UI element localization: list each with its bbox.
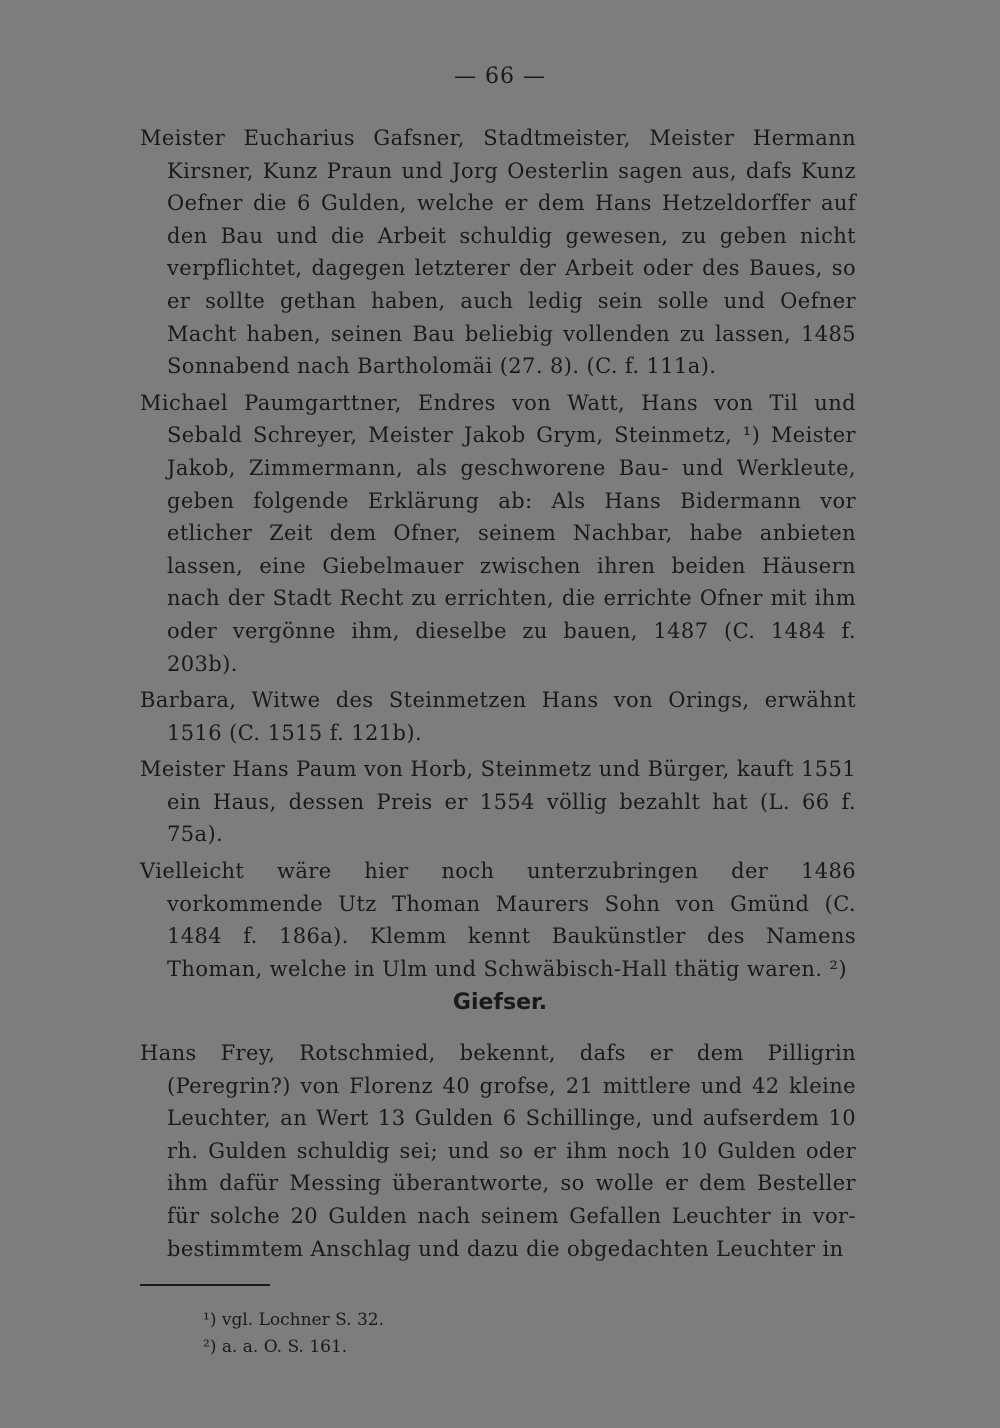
entry-line: Klemm kennt Baukünstler des Namens Thoman, welche in Ulm — [167, 924, 857, 981]
page-number: — 66 — — [454, 64, 546, 89]
entry-line: Sonnabend nach Bartholomäi (27. 8). (C. f. 111a). — [167, 354, 717, 379]
entries-block — [140, 122, 856, 989]
entry-line: für solche 20 Gulden nach seinem Gefallen Leuchter in vor- — [167, 1203, 856, 1228]
entry-paumgarttner — [140, 387, 856, 680]
footnote-2: ²) a. a. O. S. 161. — [203, 1337, 348, 1357]
entry-line: Jakob, Zimmermann, als geschworene Bau- und Werkleute, — [167, 455, 856, 480]
section-entries-block — [140, 1037, 856, 1269]
entry-line: ihm, dieselbe zu bauen, 1487 (C. 1484 f. 203b). — [167, 618, 857, 676]
entry-line: auf den Bau und die Arbeit schuldig gewesen, zu geben nicht — [167, 191, 856, 248]
entry-paum — [140, 753, 856, 851]
entry-line: verpflichtet, dagegen letzterer der Arbeit oder des Baues, — [167, 256, 823, 281]
entry-line: (L. 66 f. 75a). — [167, 789, 857, 847]
entry-line: Zeit dem Ofner, seinem Nachbar, habe anbieten lassen, eine — [167, 521, 856, 578]
entry-line: 1516 (C. 1515 f. 121b). — [167, 720, 423, 745]
entry-line: ihm dafür Messing überantworte, so wolle er dem Besteller — [167, 1171, 856, 1196]
entry-line: Hans Frey, Rotschmied, bekennt, dafs er dem Pilligrin (Peregrin?) — [140, 1041, 856, 1098]
entry-thoman — [140, 855, 856, 985]
entry-line: Macht haben, seinen Bau beliebig vollenden zu lassen, 1485 — [167, 321, 856, 346]
entry-gafsner — [140, 122, 856, 383]
section-heading: Giefser. — [452, 990, 548, 1015]
entry-line: Gulden schuldig sei; und so er ihm noch 10 Gulden oder — [208, 1138, 857, 1163]
footnote-1: ¹) vgl. Lochner S. 32. — [203, 1310, 384, 1330]
entry-frey — [140, 1037, 856, 1265]
entry-line: Giebelmauer zwischen ihren beiden Häusern nach der Stadt — [167, 553, 856, 611]
entry-line: von Florenz 40 grofse, 21 mittlere und 42 kleine Leuchter, — [167, 1073, 856, 1131]
entry-line: Utz Thoman Maurers Sohn von Gmünd (C. 1484 f. 186a). — [167, 891, 857, 949]
entry-line: bestimmtem Anschlag und dazu die obgedachten Leuchter in — [167, 1236, 844, 1261]
entry-line: Sebald Schreyer, Meister Jakob Grym, Steinmetz, ¹) Meister — [167, 423, 856, 448]
entry-line: Michael Paumgarttner, Endres von Watt, Hans von Til und — [140, 390, 856, 415]
entry-line: und Schwäbisch-Hall thätig waren. ²) — [434, 956, 847, 981]
entry-line: Barbara, Witwe des Steinmetzen Hans von Orings, erwähnt — [140, 688, 856, 713]
entry-line: Vielleicht wäre hier noch unterzubringen der 1486 vorkommende — [140, 859, 856, 916]
entry-line: Kunz Oefner die 6 Gulden, welche er dem Hans Hetzeldorffer — [167, 158, 856, 216]
entry-line: Kirsner, Kunz Praun und Jorg Oesterlin sagen aus, dafs — [167, 158, 793, 183]
entry-line: an Wert 13 Gulden 6 Schillinge, und aufserdem 10 rh. — [167, 1106, 856, 1163]
entry-barbara — [140, 684, 856, 749]
entry-line: Recht zu errichten, die errichte Ofner mit ihm oder vergönne — [167, 586, 857, 643]
footnote-divider — [140, 1284, 270, 1286]
footnotes — [203, 1307, 384, 1361]
entry-line: Meister Eucharius Gafsner, Stadtmeister, Meister Hermann — [140, 126, 856, 150]
entry-line: geben folgende Erklärung ab: Als Hans Bidermann vor etlicher — [167, 488, 856, 546]
entry-line: 1551 ein Haus, dessen Preis er 1554 völlig bezahlt hat — [167, 757, 856, 814]
entry-line: Meister Hans Paum von Horb, Steinmetz und Bürger, kauft — [140, 757, 794, 782]
entry-line: so er sollte gethan haben, auch ledig sein solle und Oefner — [167, 256, 856, 313]
